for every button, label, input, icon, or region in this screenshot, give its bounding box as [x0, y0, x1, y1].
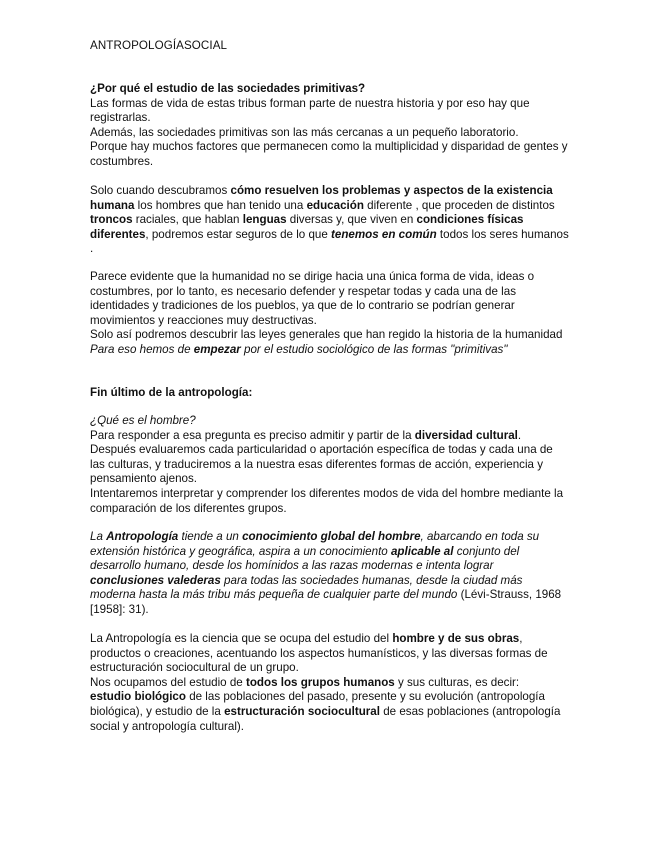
paragraph: Porque hay muchos factores que permanecen como la multiplicidad y disparidad de gentes y costumbres.: [90, 140, 568, 168]
quote-paragraph: La Antropología tiende a un conocimiento global del hombre, abarcando en toda su extensión histórica y geográfica, aspira a un conocimiento aplicable al conjunto del desarrollo humano, desde los homínidos a las razas modernas e intenta lograr conclusiones valederas para todas las sociedades humanas, desde la ciudad más moderna hasta la más tribu más pequeña de cualquier parte del mundo (Lévi-Strauss, 1968 [1958]: 31).: [90, 530, 562, 616]
citation: (Lévi-Strauss, 1968 [1958]: 31).: [90, 588, 562, 616]
section-ultimate-goal: [90, 386, 570, 401]
document-header: ANTROPOLOGÍASOCIAL: [90, 39, 228, 52]
section-what-is-man: [90, 414, 570, 516]
section-human-existence: [90, 184, 570, 257]
paragraph: Intentaremos interpretar y comprender los diferentes modos de vida del hombre mediante la comparación de los diferentes grupos.: [90, 486, 564, 515]
section-quote: [90, 530, 570, 618]
section-heading: Fin último de la antropología:: [90, 386, 253, 399]
paragraph: Solo así podremos descubrir las leyes generales que han regido la historia de la humanidad: [90, 328, 563, 342]
paragraph: Solo cuando descubramos cómo resuelven los problemas y aspectos de la existencia humana los hombres que han tenido una educación diferente , que proceden de distintos troncos raciales, que hablan lenguas diversas y, que viven en condiciones físicas diferentes, podremos estar seguros de lo que tenemos en común todos los seres humanos .: [90, 184, 569, 256]
question: ¿Qué es el hombre?: [90, 414, 196, 427]
paragraph: Además, las sociedades primitivas son las más cercanas a un pequeño laboratorio.: [90, 125, 519, 139]
section-diversity: [90, 270, 570, 358]
paragraph: La Antropología es la ciencia que se ocupa del estudio del hombre y de sus obras, productos o creaciones, acentuando los aspectos humanísticos, y las diversas formas de estructuración sociocultural de un grupo.: [90, 632, 548, 675]
paragraph: Para responder a esa pregunta es preciso admitir y partir de la diversidad cultural.: [90, 428, 522, 442]
paragraph: Las formas de vida de estas tribus forman parte de nuestra historia y por eso hay que registrarlas.: [90, 96, 530, 125]
paragraph: Nos ocupamos del estudio de todos los grupos humanos y sus culturas, es decir: estudio biológico de las poblaciones del pasado, presente y su evolución (antropología biológica), y estudio de la estructuración sociocultural de esas poblaciones (antropología social y antropología cultural).: [90, 675, 561, 733]
paragraph-italic: Para eso hemos de empezar por el estudio sociológico de las formas "primitivas": [90, 342, 508, 356]
paragraph: Parece evidente que la humanidad no se dirige hacia una única forma de vida, ideas o costumbres, por lo tanto, es necesario defender y respetar todas y cada una de las identidades y tradiciones de los pueblos, ya que de lo contrario se podrían generar movimientos y reacciones muy destructivas.: [90, 270, 535, 327]
section-definition: [90, 632, 570, 734]
section-heading: ¿Por qué el estudio de las sociedades primitivas?: [90, 82, 366, 95]
section-primitive-societies: [90, 82, 570, 170]
paragraph: Después evaluaremos cada particularidad o aportación específica de todas y cada una de las culturas, y traduciremos a la nuestra esas diferentes formas de acción, experiencia y pensamiento ajenos.: [90, 443, 553, 486]
